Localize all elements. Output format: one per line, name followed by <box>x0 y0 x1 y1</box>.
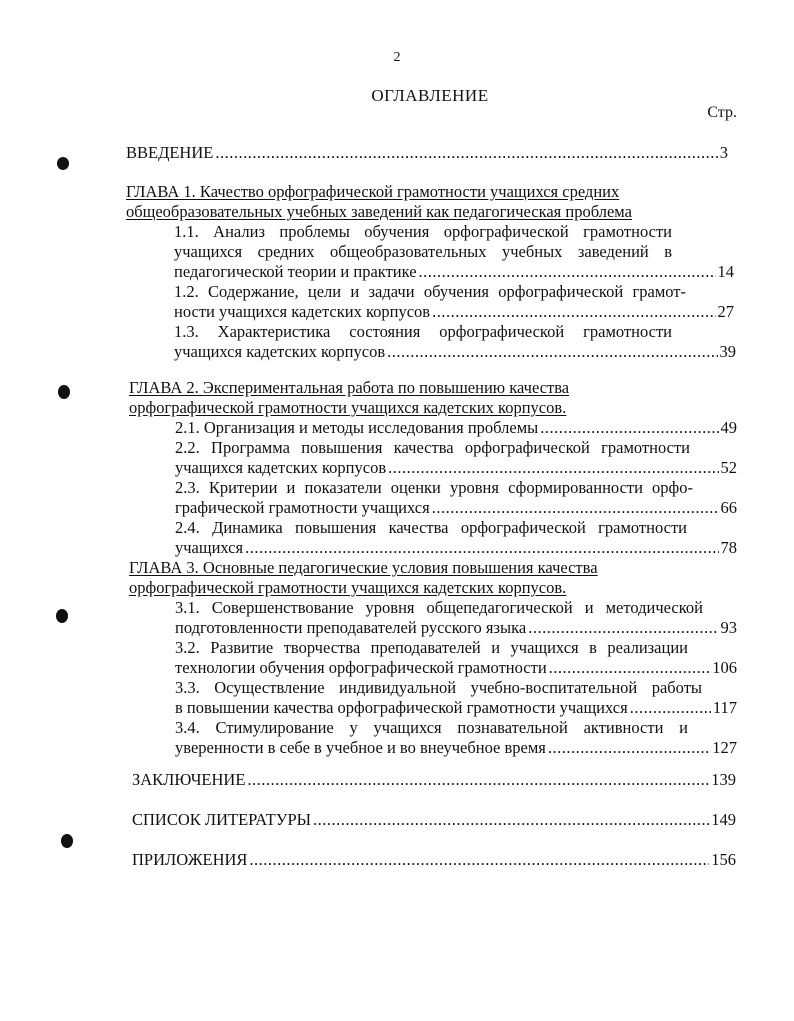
leader-dots <box>215 143 717 163</box>
leader-dots <box>630 698 711 718</box>
toc-entry-label: учащихся кадетских корпусов <box>174 342 386 361</box>
section-3-2-line: 3.2. Развитие творчества преподавателей и учащихся в реализации <box>175 638 688 657</box>
chapter-2-heading-cont[interactable]: орфографической грамотности учащихся кадетских корпусов. <box>129 398 567 417</box>
section-3-1-line: 3.1. Совершенствование уровня общепедагогической и методической <box>175 598 703 617</box>
punch-hole-4 <box>61 834 73 848</box>
chapter-3-heading[interactable]: ГЛАВА 3. Основные педагогические условия повышения качества <box>129 558 598 577</box>
toc-page-number: 149 <box>711 810 736 829</box>
toc-entry-label: учащихся кадетских корпусов <box>175 458 387 477</box>
leader-dots <box>432 302 715 322</box>
toc-entry-label: технологии обучения орфографической грамотности <box>175 658 547 677</box>
leader-dots <box>388 458 718 478</box>
chapter-1-heading[interactable]: ГЛАВА 1. Качество орфографической грамотности учащихся средних <box>126 182 620 201</box>
toc-entry-1-3[interactable] <box>174 342 736 362</box>
toc-page-number: 127 <box>712 738 737 757</box>
section-2-3-line: 2.3. Критерии и показатели оценки уровня сформированности орфо- <box>175 478 693 497</box>
toc-page-number: 93 <box>720 618 737 637</box>
leader-dots <box>249 850 709 870</box>
toc-entry-3-3[interactable] <box>175 698 737 718</box>
toc-entry-label: ЗАКЛЮЧЕНИЕ <box>132 770 246 789</box>
toc-entry-3-1[interactable] <box>175 618 737 638</box>
section-2-4-line: 2.4. Динамика повышения качества орфографической грамотности <box>175 518 687 537</box>
toc-entry-2-4[interactable] <box>175 538 737 558</box>
toc-entry-3-4[interactable] <box>175 738 737 758</box>
page-number: 2 <box>393 50 401 65</box>
section-1-1-line: 1.1. Анализ проблемы обучения орфографической грамотности <box>174 222 672 241</box>
toc-entry-label: СПИСОК ЛИТЕРАТУРЫ <box>132 810 312 829</box>
punch-hole-3 <box>56 609 68 623</box>
toc-page-number: 78 <box>720 538 737 557</box>
toc-page-number: 14 <box>717 262 734 281</box>
toc-entry-1-2[interactable] <box>174 302 734 322</box>
toc-page-number: 139 <box>711 770 736 789</box>
toc-page-number: 49 <box>720 418 737 437</box>
leader-dots <box>313 810 709 830</box>
toc-entry-2-2[interactable] <box>175 458 737 478</box>
leader-dots <box>419 262 716 282</box>
section-1-1-line: учащихся средних общеобразовательных учебных заведений в <box>174 242 672 261</box>
leader-dots <box>528 618 718 638</box>
toc-entry-label: ности учащихся кадетских корпусов <box>174 302 431 321</box>
toc-entry-label: ВВЕДЕНИЕ <box>126 143 214 162</box>
toc-entry-label: учащихся <box>175 538 244 557</box>
toc-page-number: 39 <box>719 342 736 361</box>
toc-page-number: 52 <box>720 458 737 477</box>
toc-page-number: 66 <box>720 498 737 517</box>
toc-entry-label: подготовленности преподавателей русского языка <box>175 618 527 637</box>
toc-page-number: 117 <box>712 698 737 717</box>
section-1-3-line: 1.3. Характеристика состояния орфографической грамотности <box>174 322 672 341</box>
section-1-2-line: 1.2. Содержание, цели и задачи обучения орфографической грамот- <box>174 282 686 301</box>
leader-dots <box>247 770 709 790</box>
leader-dots <box>245 538 718 558</box>
section-2-2-line: 2.2. Программа повышения качества орфографической грамотности <box>175 438 690 457</box>
toc-entry-intro[interactable] <box>126 143 728 163</box>
page-title: ОГЛАВЛЕНИЕ <box>371 86 489 105</box>
section-3-4-line: 3.4. Стимулирование у учащихся познавательной активности и <box>175 718 688 737</box>
toc-page-number: 156 <box>711 850 736 869</box>
punch-hole-2 <box>58 385 70 399</box>
page-column-label: Стр. <box>707 104 737 121</box>
chapter-2-heading[interactable]: ГЛАВА 2. Экспериментальная работа по повышению качества <box>129 378 570 397</box>
leader-dots <box>540 418 718 438</box>
punch-hole-1 <box>57 157 69 170</box>
toc-entry-conclusion[interactable] <box>132 770 736 790</box>
toc-entry-2-3[interactable] <box>175 498 737 518</box>
leader-dots <box>549 658 711 678</box>
toc-entry-1-1[interactable] <box>174 262 734 282</box>
section-3-3-line: 3.3. Осуществление индивидуальной учебно-воспитательной работы <box>175 678 702 697</box>
chapter-3-heading-cont[interactable]: орфографической грамотности учащихся кадетских корпусов. <box>129 578 567 597</box>
chapter-1-heading-cont[interactable]: общеобразовательных учебных заведений как педагогическая проблема <box>126 202 632 221</box>
leader-dots <box>387 342 717 362</box>
toc-entry-label: ПРИЛОЖЕНИЯ <box>132 850 248 869</box>
toc-entry-label: педагогической теории и практике <box>174 262 417 281</box>
toc-entry-label: графической грамотности учащихся <box>175 498 430 517</box>
toc-entry-bibliography[interactable] <box>132 810 736 830</box>
toc-entry-2-1[interactable] <box>175 418 737 438</box>
leader-dots <box>548 738 710 758</box>
toc-entry-appendix[interactable] <box>132 850 736 870</box>
toc-page-number: 106 <box>712 658 737 677</box>
toc-entry-label: уверенности в себе в учебное и во внеучебное время <box>175 738 546 757</box>
toc-entry-3-2[interactable] <box>175 658 737 678</box>
toc-entry-label: 2.1. Организация и методы исследования проблемы <box>175 418 539 437</box>
toc-entry-label: в повышении качества орфографической грамотности учащихся <box>175 698 628 717</box>
toc-page-number: 27 <box>717 302 734 321</box>
toc-page-number: 3 <box>719 143 728 162</box>
leader-dots <box>432 498 719 518</box>
